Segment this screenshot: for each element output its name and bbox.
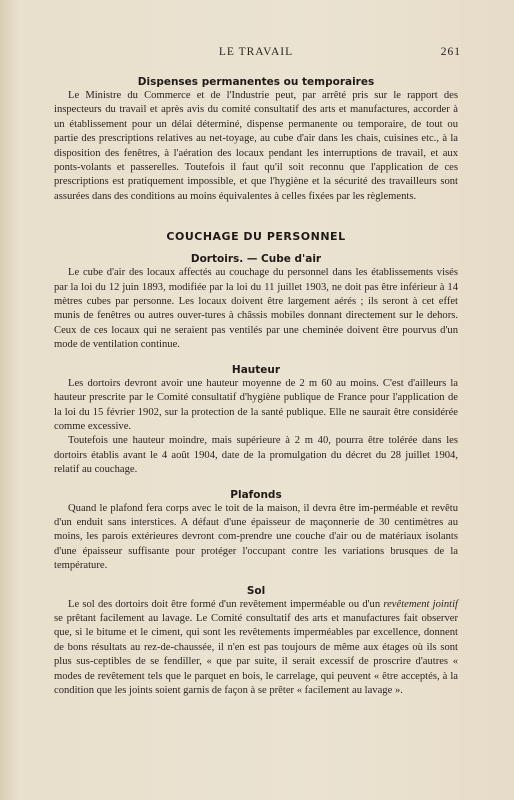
paragraph-sol-italic-term: revêtement jointif — [383, 598, 458, 610]
subsection-title-plafonds: Plafonds — [230, 488, 282, 501]
paragraph-sol-end: se prêtant facilement au lavage. Le Comité consultatif des arts et manufactures fait observer que, si le bitume et le ciment, qui sont les revêtements imperméables par excellence, donnent de bons résultats au rez-de-chaussée, il n'en est pas toujours de même aux étages où ils sont plus sus-ceptibles de se fendiller, « que par suite, il serait excessif de proscrire d'autres « modes de revêtement tels que le parquet en bois, le carrelage, qui peuvent « être acceptés, à la condition que les joints soient garnis de façon à se prêter « facilement au lavage ». — [54, 612, 458, 696]
subsection-title-hauteur: Hauteur — [231, 363, 281, 376]
chapter-title-couchage: COUCHAGE DU PERSONNEL — [166, 230, 346, 244]
subsection-title-sol: Sol — [246, 584, 266, 597]
paragraph-sol-start: Le sol des dortoirs doit être formé d'un revêtement imperméable ou d'un — [68, 598, 381, 610]
subsection-title-dortoirs: Dortoirs. — Cube d'air — [190, 253, 322, 266]
paragraph-sol — [54, 598, 458, 699]
paragraph-plafonds: Quand le plafond fera corps avec le toit de la maison, il devra être im-perméable et revêtu d'un enduit sans interstices. A défaut d'une épaisseur de maçonnerie de 30 centimètres au moins, les parois extérieures devront com-prendre une couche d'air ou de matériaux isolants d'une épaisseur suffisante pour protéger l'occupant contre les variations brusques de la température. — [54, 502, 458, 572]
paragraph-dortoirs: Le cube d'air des locaux affectés au couchage du personnel dans les établissements visés par la loi du 12 juin 1893, modifiée par la loi du 11 juillet 1903, ne doit pas être inférieur à 14 mètres cubes par personne. Les locaux doivent être largement aérés ; ils seront à cet effet munis de fenêtres ou autres ouver-tures à châssis mobiles donnant directement sur le dehors. Ceux de ces locaux qui ne seraient pas ventilés par une cheminée doivent être pourvus d'un mode de ventilation continue. — [54, 267, 458, 351]
paragraph-hauteur-2: Toutefois une hauteur moindre, mais supérieure à 2 m 40, pourra être tolérée dans les dortoirs établis avant le 4 août 1904, date de la promulgation du décret du 28 juillet 1904, relatif au couchage. — [54, 435, 458, 476]
page-content — [54, 46, 461, 698]
section-title-dispenses: Dispenses permanentes ou temporaires — [137, 76, 375, 88]
running-head-title: LE TRAVAIL — [218, 46, 294, 58]
paragraph-dispenses: Le Ministre du Commerce et de l'Industrie peut, par arrêté pris sur le rapport des inspecteurs du travail et après avis du comité consultatif des arts et manufactures, accorder à un établissement pour un délai déterminé, dispense permanente ou temporaire, de tout ou partie des prescriptions relatives au net-toyage, au cube d'air dans les chais, cuisines etc., à la disposition des fenêtres, à l'aération des locaux pendant les interruptions de travail, et aux ponts-volants et passerelles. Toutefois il faut qu'il soit reconnu que l'application de ces prescriptions est pratiquement impossible, et que l'hygiène et la sécurité des travailleurs sont assurées dans des conditions au moins équivalentes à celles fixées par les règlements. — [54, 90, 458, 202]
page-number: 261 — [440, 46, 461, 58]
paragraph-hauteur-1: Les dortoirs devront avoir une hauteur moyenne de 2 m 60 au moins. C'est d'ailleurs la hauteur prescrite par le Comité consultatif d'hygiène publique de France pour l'application de la loi du 15 février 1902, sur la protection de la santé publique. Elle ne saurait être considérée comme excessive. — [54, 377, 458, 432]
running-head — [54, 46, 461, 64]
